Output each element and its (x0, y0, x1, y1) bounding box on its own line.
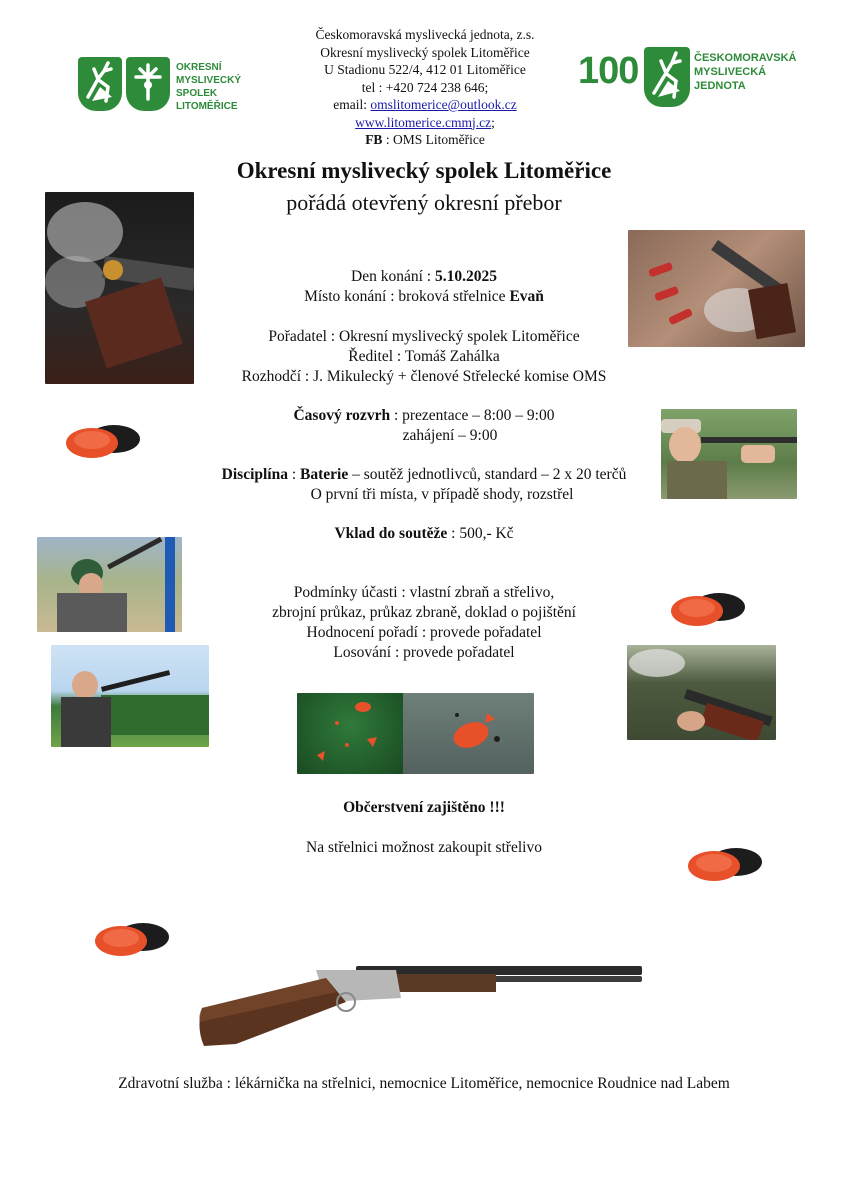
schedule-block (200, 406, 648, 446)
discipline-tiebreak-line: O první tři místa, v případě shody, rozstřel (310, 486, 574, 503)
hunting-emblem-icon (126, 57, 170, 111)
email-label: email: (333, 97, 371, 112)
event-date: 5.10.2025 (434, 268, 497, 285)
referee-line: Rozhodčí : J. Mikulecký + členové Střelecké komise OMS (241, 368, 607, 385)
fee-block (200, 524, 648, 544)
ammo-line: Na střelnici možnost zakoupit střelivo (306, 839, 542, 856)
schedule-start-line: zahájení – 9:00 (402, 427, 498, 444)
anniversary-number: 100 (578, 50, 639, 92)
schedule-label: Časový rozvrh (293, 407, 391, 424)
clay-target-hit-photo (297, 693, 534, 774)
discipline-line: Disciplína : Baterie – soutěž jednotlivců, standard – 2 x 20 terčů (221, 466, 627, 483)
website-link[interactable]: www.litomerice.cmmj.cz (355, 114, 492, 130)
medical-line: Zdravotní služba : lékárnička na střelnici, nemocnice Litoměřice, nemocnice Roudnice nad Labem (118, 1075, 730, 1092)
deer-shield-icon (644, 47, 690, 107)
place-line: Místo konání : broková střelnice Evaň (304, 288, 544, 305)
evaluation-line: Hodnocení pořadí : provede pořadatel (306, 624, 542, 641)
conditions-line: zbrojní průkaz, průkaz zbraně, doklad o pojištění (272, 604, 576, 621)
page-subtitle: pořádá otevřený okresní přebor (286, 190, 562, 215)
event-place: Evaň (509, 288, 544, 305)
clay-pigeon-icon (686, 844, 764, 884)
contact-line: Okresní myslivecký spolek Litoměřice (320, 44, 530, 60)
fb-label: FB (365, 132, 383, 147)
discipline-block (140, 465, 708, 505)
fee-label: Vklad do soutěže (334, 525, 448, 542)
website-line (250, 114, 600, 132)
cmmj-logo-text: ČESKOMORAVSKÁ MYSLIVECKÁ JEDNOTA (694, 52, 797, 92)
oms-logo-text: OKRESNÍ MYSLIVECKÝ SPOLEK LITOMĚŘICE (176, 62, 242, 112)
contact-line: Českomoravská myslivecká jednota, z.s. (315, 27, 535, 42)
conditions-block (200, 583, 648, 663)
clay-pigeon-icon (64, 421, 142, 461)
date-line: Den konání : 5.10.2025 (351, 268, 497, 285)
fee-value: : 500,- Kč (447, 525, 514, 542)
refreshments-line: Občerstvení zajištěno !!! (343, 799, 505, 816)
discipline-name: Baterie (300, 466, 349, 483)
email-line (250, 96, 600, 114)
director-line: Ředitel : Tomáš Zahálka (348, 348, 500, 365)
hunter-reloading-photo (627, 645, 776, 740)
schedule-line: Časový rozvrh : prezentace – 8:00 – 9:00 (293, 407, 555, 424)
oms-logo (78, 57, 253, 113)
contact-block (250, 26, 600, 149)
organizers-block (150, 327, 698, 387)
deer-shield-icon (78, 57, 122, 111)
clay-pigeon-icon (669, 589, 747, 629)
shotgun-illustration (196, 958, 646, 1053)
email-link[interactable]: omslitomerice@outlook.cz (370, 97, 517, 112)
contact-line: U Stadionu 522/4, 412 01 Litoměřice (324, 62, 526, 77)
shooter-forest-photo (51, 645, 209, 747)
conditions-line: Podmínky účasti : vlastní zbraň a střelivo, (293, 584, 555, 601)
clay-pigeon-icon (93, 919, 171, 959)
organizer-line: Pořadatel : Okresní myslivecký spolek Litoměřice (268, 328, 580, 345)
page-title: Okresní myslivecký spolek Litoměřice (236, 158, 612, 183)
website-suffix: ; (491, 114, 495, 130)
date-place-block (200, 267, 648, 307)
draw-line: Losování : provede pořadatel (333, 644, 515, 661)
fb-value: : OMS Litoměřice (382, 132, 485, 147)
cmmj-100-logo (578, 45, 797, 111)
fb-line (250, 131, 600, 149)
discipline-label: Disciplína (221, 466, 288, 483)
contact-line: tel : +420 724 238 646; (361, 79, 489, 95)
shooter-range-photo (37, 537, 182, 632)
